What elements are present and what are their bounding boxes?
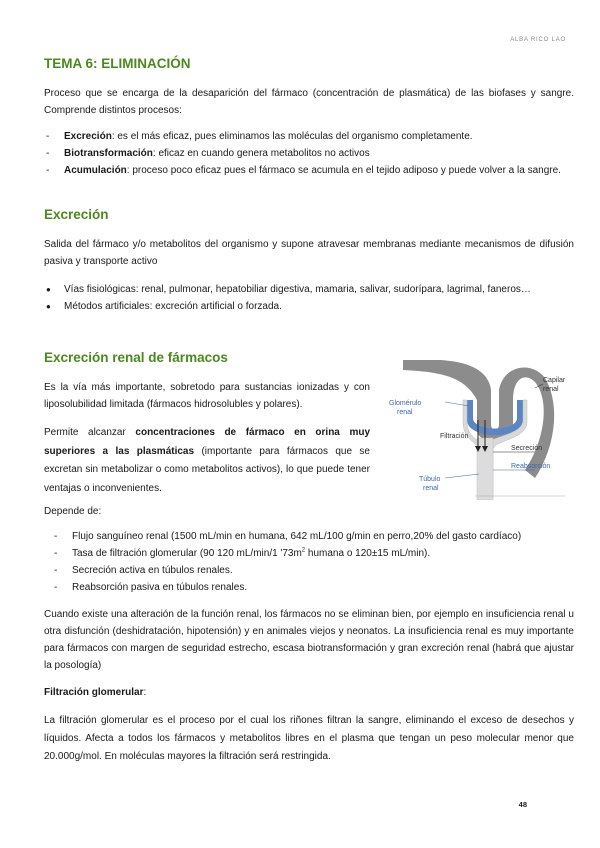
page-title: TEMA 6: ELIMINACIÓN [44, 56, 191, 71]
depende-label: Depende de: [44, 506, 102, 517]
renal-paragraph-3: Cuando existe una alteración de la función renal, los fármacos no se eliminan bien, por ejemplo en insuficiencia renal u otra disfunción (deshidratación, hipotensión) y en animales viejos y neonatos. La insuficiencia renal es muy importante para fármacos con margen de seguridad estrecho, escasa biotransformación y gran excreción renal (habrá que ajustar la posología) [44, 609, 574, 671]
intro-paragraph: Proceso que se encarga de la desaparición del fármaco (concentración de plasmática) de las biofases y sangre. Comprende distintos procesos: [44, 88, 574, 116]
renal-paragraph-2: Permite alcanzar concentraciones de fármaco en orina muy superiores a las plasmáticas (importante para fármacos que se excretan sin metabolizar o como metabolitos activos), lo que puede tener ventajas o inconvenientes. [44, 427, 370, 494]
list-item: - Flujo sanguíneo renal (1500 mL/min en humana, 642 mL/100 g/min en perro,20% del gasto cardíaco) [52, 528, 572, 545]
renal-paragraph-1: Es la vía más importante, sobretodo para sustancias ionizadas y con liposolubilidad limitada (fármacos hidrosolubles y polares). [44, 382, 370, 410]
reabsorption-label: Reabsorción [511, 463, 551, 470]
list-item: - Acumulación: proceso poco eficaz pues el fármaco se acumula en el tejido adiposo y puede volver a la sangre. [44, 162, 574, 179]
excrecion-bullets [44, 281, 574, 315]
kidney-nephron-diagram [385, 360, 580, 500]
excrecion-heading: Excreción [44, 207, 109, 222]
tubule-label: Túbulo [419, 476, 441, 483]
factor-list [52, 528, 572, 596]
filtracion-paragraph: La filtración glomerular es el proceso por el cual los riñones filtran la sangre, eliminando el exceso de desechos y líquidos. Afecta a todos los fármacos y metabolitos libres en el plasma que tengan un peso molecular menor que 20.000g/mol. En moléculas mayores la filtración será restringida. [44, 715, 574, 762]
glomerulus-label-2: renal [397, 409, 413, 416]
page-number: 48 [518, 800, 527, 809]
excrecion-paragraph: Salida del fármaco y/o metabolitos del organismo y supone atravesar membranas mediante mecanismos de difusión pasiva y transporte activo [44, 239, 574, 267]
tubule-label-2: renal [423, 485, 439, 492]
filtration-label: Filtración [440, 433, 469, 440]
list-item: - Biotransformación: eficaz en cuando genera metabolitos no activos [44, 145, 574, 162]
list-item: ● Métodos artificiales: excreción artificial o forzada. [44, 298, 574, 315]
process-list [44, 128, 574, 179]
list-item: - Reabsorción pasiva en túbulos renales. [52, 579, 572, 596]
list-item: ● Vías fisiológicas: renal, pulmonar, hepatobiliar digestiva, mamaria, salivar, sudorípara, lagrimal, faneros… [44, 281, 574, 298]
list-item: - Excreción: es el más eficaz, pues eliminamos las moléculas del organismo completamente. [44, 128, 574, 145]
capillary-label: Capilar [543, 377, 566, 384]
filtracion-heading: Filtración glomerular: [44, 687, 147, 698]
list-item: - Secreción activa en túbulos renales. [52, 562, 572, 579]
renal-heading: Excreción renal de fármacos [44, 350, 228, 365]
glomerulus-label: Glomérulo [389, 400, 422, 407]
tubule-pointer [445, 474, 479, 478]
author-header: ALBA RICO LAO [510, 37, 566, 43]
glomerulus-capsule [467, 400, 523, 435]
list-item: - Tasa de filtración glomerular (90 120 mL/min/1 '$73m^2$ humana o 120±15 mL/min). [52, 545, 572, 562]
capillary-label-2: renal [543, 386, 559, 393]
secretion-label: Secreción [511, 445, 543, 452]
